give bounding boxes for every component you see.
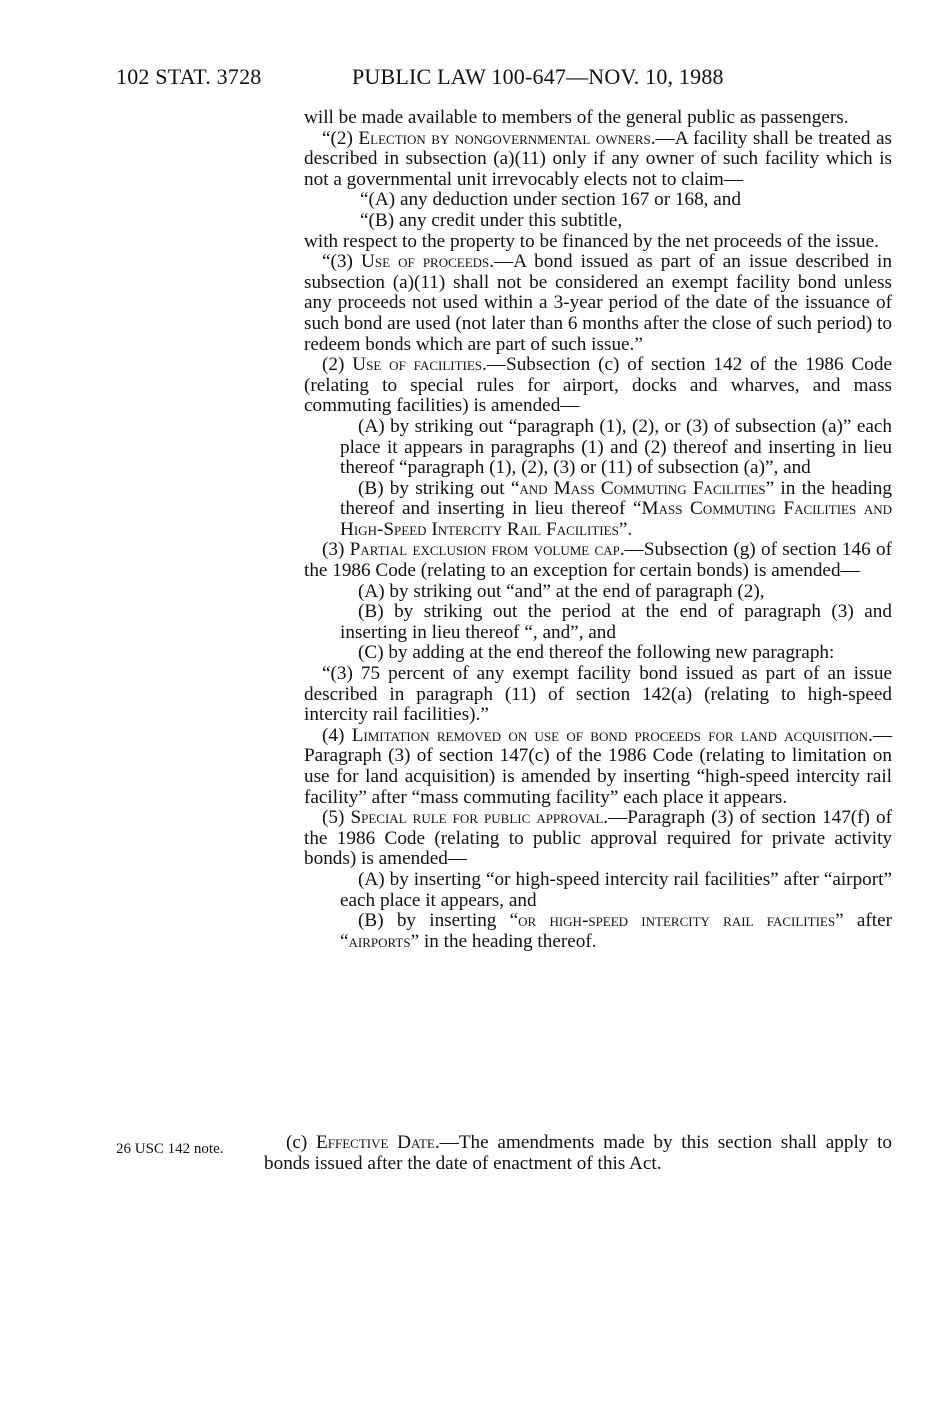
margin-note: 26 USC 142 note. [116,1141,224,1157]
main-text [304,108,892,952]
paragraph-heading: Limitation removed on use of bond proceeds for land acquisition. [351,724,873,746]
paragraph: “(3) Use of proceeds.—A bond issued as part of an issue described in subsection (a)(11) shall not be considered an exempt facility bond unless any proceeds not used within a 3-year period of the date of the issuance of such bond are used (not later than 6 months after the close of such period) to redeem bonds which are part of such issue.” [304,251,892,355]
paragraph: (c) Effective Date.—The amendments made by this section shall apply to bonds issued after the date of enactment of this Act. [264,1132,893,1174]
paragraph: with respect to the property to be financed by the net proceeds of the issue. [304,230,879,252]
list-item: (A) by striking out “and” at the end of paragraph (2), [358,580,765,602]
list-item: (B) by striking out the period at the end of paragraph (3) and inserting in lieu thereof “, and”, and [340,601,892,643]
paragraph: (3) Partial exclusion from volume cap.—Subsection (g) of section 146 of the 1986 Code (relating to an exception for certain bonds) is amended— [304,539,892,582]
paragraph: “(2) Election by nongovernmental owners.—A facility shall be treated as described in subsection (a)(11) only if any owner of such facility which is not a governmental unit irrevocably elects not to claim— [304,127,892,190]
paragraph-heading: Partial exclusion from volume cap. [349,539,625,561]
list-item: (C) by adding at the end thereof the following new paragraph: [358,642,835,664]
paragraph-heading: Use of proceeds. [360,251,495,273]
paragraph: (2) Use of facilities.—Subsection (c) of section 142 of the 1986 Code (relating to special rules for airport, docks and wharves, and mass commuting facilities) is amended— [304,354,893,417]
paragraph-heading: Effective Date. [316,1132,440,1153]
paragraph: will be made available to members of the general public as passengers. [304,107,849,128]
list-item: (B) by striking out “and Mass Commuting Facilities” in the heading thereof and inserting in lieu thereof “Mass Commuting Facilities and High-Speed Intercity Rail Facilities”. [340,477,892,540]
list-item: “(A) any deduction under section 167 or 168, and [360,189,741,211]
effective-date-section [264,1132,892,1174]
paragraph-heading: Special rule for public approval. [350,807,609,829]
list-item: (B) by inserting “or high-speed intercity rail facilities” after “airports” in the heading thereof. [340,910,892,952]
paragraph-heading: Election by nongovernmental owners. [358,127,656,149]
running-head: PUBLIC LAW 100-647—NOV. 10, 1988 [352,64,724,89]
stat-page-number: 102 STAT. 3728 [116,64,262,89]
list-item: (A) by inserting “or high-speed intercity rail facilities” after “airport” each place it appears, and [340,868,892,911]
list-item: (A) by striking out “paragraph (1), (2), or (3) of subsection (a)” each place it appears in paragraphs (1) and (2) thereof and inserting in lieu thereof “paragraph (1), (2), (3) or (11) of subsection (a)”, and [340,415,892,479]
paragraph: (5) Special rule for public approval.—Paragraph (3) of section 147(f) of the 1986 Code (relating to public approval required for private activity bonds) is amended— [304,807,892,870]
quoted-paragraph: “(3) 75 percent of any exempt facility bond issued as part of an issue described in paragraph (11) of section 142(a) (relating to high-speed intercity rail facilities).” [304,663,892,726]
list-item: “(B) any credit under this subtitle, [360,209,623,231]
paragraph: (4) Limitation removed on use of bond proceeds for land acquisition.—Paragraph (3) of section 147(c) of the 1986 Code (relating to limitation on use for land acquisition) is amended by inserting “high-speed intercity rail facility” after “mass commuting facility” each place it appears. [304,724,892,808]
paragraph-heading: Use of facilities. [352,354,487,376]
